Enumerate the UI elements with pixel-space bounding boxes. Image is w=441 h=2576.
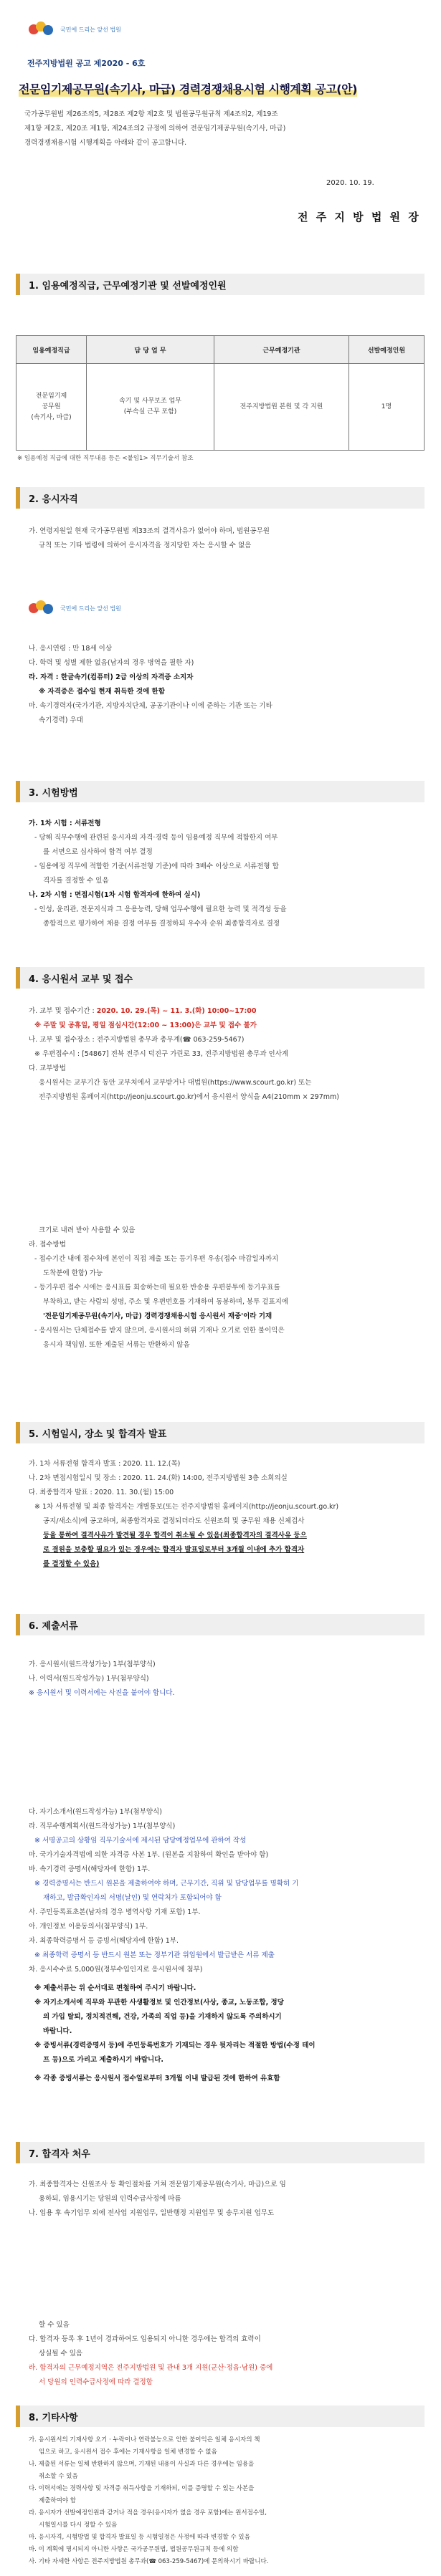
section-title: 8. 기타사항 — [29, 2412, 78, 2423]
text-line: 사. 주민등록표초본(남자의 경우 병역사항 기재 포함) 1부. — [29, 1908, 201, 1916]
notice-date: 2020. 10. 19. — [326, 179, 374, 187]
text-line: ※ 1차 서류전형 및 최종 합격자는 개별통보(또는 전주지방법원 홈페이지(http://jeonju.scourt.go.kr) — [34, 1503, 339, 1511]
text-line: 응시자 책임임. 또한 제출된 서류는 반환하지 않음 — [43, 1341, 190, 1349]
text-line: 나. 응시연령 : 만 18세 이상 — [29, 645, 113, 653]
section-title: 7. 합격자 처우 — [29, 2148, 90, 2160]
section-7-body — [29, 2178, 286, 2221]
text-line: - 접수기간 내에 접수처에 본인이 직접 제출 또는 등기우편 우송(접수 마감일자까지 — [34, 1255, 279, 1263]
text-line: 서 당원의 인력수급사정에 따라 결정함 — [39, 2378, 153, 2386]
period-note: ※ 주말 및 공휴일, 평일 점심시간(12:00 ~ 13:00)은 교부 및 접수 불가 — [34, 1022, 257, 1029]
text-line: 다. 자기소개서(원드작성가능) 1부(첨부양식) — [29, 1808, 162, 1816]
text-line: 마. 속기경력자(국가기관, 지방자치단체, 공공기관이나 이에 준하는 기관 또는 기타 — [29, 702, 272, 710]
text-line: 바. 속기경력 증명서(해당자에 한함) 1부. — [29, 1865, 151, 1873]
text-line: - 응시원서는 단체접수를 받지 않으며, 응시원서의 허위 기재나 오기로 인한 불이익은 — [34, 1327, 285, 1335]
text-line: 라. 접수방법 — [29, 1241, 66, 1249]
text-line: 시험일시를 다시 정할 수 있음 — [39, 2522, 118, 2529]
section-5-header — [16, 1422, 425, 1443]
text-line: 라. 합격자의 근무예정지역은 전주지방법원 및 관내 3개 지원(군산·정읍·남원) 중에 — [29, 2364, 273, 2372]
column-header: 선발예정인원 — [349, 336, 425, 364]
court-emblem-icon — [29, 21, 56, 37]
text-line: 등을 통하여 결격사유가 발견될 경우 합격이 취소될 수 있음(최종합격자의 결격사유 등으 — [43, 1532, 307, 1539]
intro-line: 국가공무원법 제26조의5, 제28조 제2항 제2호 및 법원공무원규칙 제4조의2, 제19조 — [24, 110, 278, 118]
text-line: 할 수 있음 — [39, 2321, 70, 2329]
text-line: 도착분에 한함) 가능 — [43, 1269, 103, 1277]
section-1-header — [16, 274, 425, 295]
table-header-row — [16, 336, 425, 364]
text-line: 다. 최종합격자 발표 : 2020. 11. 30.(월) 15:00 — [29, 1489, 174, 1496]
notice-number: 전주지방법원 공고 제2020 - 6호 — [27, 59, 146, 68]
text-line: ※ 최종학력 증명서 등 반드시 원본 또는 정부기관 위임원에서 발급받은 서류 제출 — [34, 1951, 275, 1959]
text-line: 자. 최종학력증명서 등 증빙서(해당자에 한함) 1부. — [29, 1937, 179, 1945]
text-line: 가. 1차 시험 : 서류전형 — [29, 820, 101, 827]
text-line: 상실될 수 있음 — [39, 2350, 83, 2358]
text-line: 나. 제출된 서류는 일체 반환하지 않으며, 기재된 내용이 사실과 다른 경우에는 임용을 — [29, 2461, 255, 2468]
cell-line: 공무원 — [42, 403, 61, 410]
text-line: ※ 자기소개서에 직무와 무관한 사생활정보 및 인간정보(사상, 종교, 노동조합, 정당 — [34, 1999, 284, 2007]
text-line: 취소할 수 있음 — [39, 2473, 78, 2480]
text-line: 제출하여야 함 — [39, 2497, 76, 2504]
logo-text: 국민에 드리는 앞선 법원 — [60, 26, 121, 33]
text-line: ※ 우편접수시 : [54867] 전북 전주시 덕진구 가린로 33, 전주지방법원 총무과 인사계 — [34, 1050, 289, 1058]
text-line: 전주지방법원 홈페이지(http://jeonju.scourt.go.kr)에서 응시원서 양식을 A4(210mm × 297mm) — [39, 1093, 339, 1101]
text-line: 나. 교부 및 접수장소 : 전주지방법원 총무과 총무계(☎ 063-259-5467) — [29, 1036, 245, 1044]
logo-text: 국민에 드리는 앞선 법원 — [60, 605, 121, 612]
text-line: ※ 증빙서류(경력증명서 등)에 주민등록번호가 기재되는 경우 뒷자리는 적절한 방법(수정 테이 — [34, 2042, 316, 2049]
table-row — [16, 364, 425, 451]
section-6-body-continued — [29, 1805, 316, 2086]
text-line: 의 가입 탈퇴, 정치적견해, 건강, 가족의 직업 등)을 기재하지 않도록 주의하시기 — [43, 2013, 282, 2021]
text-line: 다. 학력 및 성별 제한 없음(남자의 경우 병역을 필한 자) — [29, 659, 194, 667]
text-line: 라. 직무수행계획서(원드작성가능) 1부(첨부양식) — [29, 1822, 176, 1830]
column-header: 담 당 업 무 — [87, 336, 214, 364]
text-line: 차. 응시수수료 5,000원(정부수입인지로 응시원서에 첨부) — [29, 1966, 203, 1974]
text-line: 가. 연령지원일 현재 국가공무원법 제33조의 결격사유가 없어야 하며, 법원공무원 — [29, 527, 270, 535]
text-line: ※ 제출서류는 위 순서대로 편철하여 주시기 바랍니다. — [34, 1984, 196, 1992]
text-line: '전문임기제공무원(속기사, 마급) 경력경쟁채용시험 응시원서 재중'이라 기재 — [43, 1312, 272, 1320]
text-line: 가. 응시원서(원드작성가능) 1부(첨부양식) — [29, 1661, 156, 1668]
section-2-body — [29, 524, 270, 553]
text-line: 재하고, 발급확인자의 서명(날인) 및 연락처가 포함되어야 함 — [43, 1894, 222, 1902]
text-line: 속기경력) 우대 — [39, 716, 83, 724]
section-6-body — [29, 1658, 174, 1701]
duty-cell — [87, 364, 214, 451]
count-cell: 1명 — [349, 364, 425, 451]
column-header: 임용예정직급 — [16, 336, 87, 364]
text-line: - 인성, 윤리관, 전문지식과 그 응용능력, 당해 업무수행에 필요한 능력 및 적격성 등을 — [34, 905, 287, 913]
text-line: 다. 합격자 등록 후 1년이 경과하여도 임용되지 아니한 경우에는 합격의 효력이 — [29, 2335, 261, 2343]
court-emblem-icon — [29, 600, 56, 616]
text-line: 로 결원을 보충할 필요가 있는 경우에는 합격자 발표일로부터 3개월 이내에 추가 합격자 — [43, 1546, 305, 1554]
section-2-body-continued — [29, 642, 272, 728]
section-title: 5. 시험일시, 장소 및 합격자 발표 — [29, 1428, 167, 1440]
intro-line: 경력경쟁채용시험 시행계획을 아래와 같이 공고합니다. — [24, 139, 187, 147]
column-header: 근무예정기관 — [214, 336, 349, 364]
court-logo — [29, 21, 121, 37]
section-title: 2. 응시자격 — [29, 494, 78, 505]
text-line: 바. 이 계획에 명시되지 아니한 사항은 국가공무원법, 법원공무원규칙 등에 의함 — [29, 2546, 239, 2553]
section-4-header — [16, 967, 425, 989]
rank-cell — [16, 364, 87, 451]
text-line: 가. 최종합격자는 신원조사 등 확인절차를 거쳐 전문임기제공무원(속기사, 마급)으로 임 — [29, 2181, 286, 2188]
section-title: 6. 제출서류 — [29, 1620, 78, 1632]
section-6-header — [16, 1614, 425, 1635]
section-3-body — [29, 817, 287, 931]
text-line: - 등기우편 접수 시에는 응시표를 회송하는데 필요한 반송용 우편봉투에 등기우표를 — [34, 1284, 280, 1292]
text-line: 나. 임용 후 속기업무 외에 전사업 지원업무, 일반행정 지원업무 및 송무지원 업무도 — [29, 2209, 275, 2217]
text-line: - 당해 직무수행에 관련된 응시자의 자격·경력 등이 임용예정 직무에 적합한지 여부 — [34, 834, 278, 842]
text-line: 공지/새소식)에 공고하며, 최종합격자로 결정되더라도 신원조회 및 공무원 채용 신체검사 — [43, 1517, 305, 1525]
section-5-body — [29, 1457, 338, 1572]
text-line: ※ 서명공고의 상황임 직무기술서에 제시된 담당예정업무에 관하여 작성 — [34, 1837, 247, 1845]
text-line: 프 등)으로 가리고 제출하시기 바랍니다. — [43, 2056, 164, 2064]
text-line: ※ 응시원서 및 이력서에는 사진을 붙어야 합니다. — [29, 1689, 175, 1697]
text-line: 가. 응시원서의 기재사항 오기 · 누락이나 연락불능으로 인한 불이익은 일체 응시자의 책 — [29, 2436, 260, 2443]
text-line: 마. 응시자격, 시험방법 및 합격자 발표일 등 시험일정은 사정에 따라 변경할 수 있음 — [29, 2534, 250, 2541]
text-line: ※ 경력증명서는 반드시 원본을 제출하여야 하며, 근무기간, 직위 및 담당업무를 명확히 기 — [34, 1880, 299, 1888]
text-line: 가. 1차 서류전형 합격자 발표 : 2020. 11. 12.(목) — [29, 1460, 181, 1468]
issuer-name: 전 주 지 방 법 원 장 — [298, 211, 421, 224]
section-2-header — [16, 487, 425, 509]
application-period — [29, 1004, 339, 1019]
cell-line: 속기 및 사무보조 업무 — [119, 398, 181, 405]
section-title: 3. 시험방법 — [29, 787, 78, 799]
text-line: 아. 개인정보 이용동의서(첨부양식) 1부. — [29, 1923, 148, 1931]
text-line: 임으로 하고, 응시원서 접수 후에는 기재사항을 일체 변경할 수 없음 — [39, 2448, 217, 2456]
text-line: ※ 자격증은 접수일 현재 취득한 것에 한함 — [39, 688, 165, 696]
page-title: 전문임기제공무원(속기사, 마급) 경력경쟁채용시험 시행계획 공고(안) — [19, 80, 357, 97]
cell-line: (속기사, 마급) — [31, 413, 72, 421]
text-line — [29, 1848, 316, 1863]
section-4-body-continued — [29, 1224, 288, 1352]
text-line: 사. 기타 자세한 사항은 전주지방법원 총무과(☎ 063-259-5467)에 문의하시기 바랍니다. — [29, 2558, 269, 2565]
place-cell: 전주지방법원 본원 및 각 지원 — [214, 364, 349, 451]
text-line: 를 결정할 수 있음) — [43, 1560, 100, 1568]
section-1-note: ※ 임용예정 직급에 대한 직무내용 등은 <붙임1> 직무기술서 참조 — [17, 455, 194, 462]
text-line: 부착하고, 받는 사람의 성명, 주소 및 우편번호를 기재하여 동봉하며, 봉투 겉표지에 — [43, 1298, 289, 1306]
section-7-header — [16, 2142, 425, 2163]
intro-text — [24, 107, 426, 150]
text-line: 나. 이력서(원드작성가능) 1부(첨부양식) — [29, 1675, 149, 1683]
section-title: 4. 응시원서 교부 및 접수 — [29, 974, 133, 985]
section-title: 1. 임용예정직급, 근무예정기관 및 선발예정인원 — [29, 280, 227, 292]
section-3-header — [16, 781, 425, 802]
period-value: 2020. 10. 29.(목) ~ 11. 3.(화) 10:00~17:00 — [96, 1007, 257, 1015]
text-line: 격자를 결정할 수 있음 — [43, 877, 109, 885]
text-line: 나. 2차 면접시험일시 및 장소 : 2020. 11. 24.(화) 14:00, 전주지방법원 3층 소회의실 — [29, 1474, 288, 1482]
section-8-body — [29, 2434, 268, 2568]
text-line: 라. 응시자가 선발예정인원과 같거나 적을 경우(응시자가 없을 경우 포함)에는 원서접수일, — [29, 2509, 267, 2517]
text-line: - 임용예정 직무에 적합한 기준(서류전형 기준)에 따라 3배수 이상으로 서류전형 합 — [34, 862, 279, 870]
text-line: 라. 자격 : 한글속기(컴퓨터) 2급 이상의 자격증 소지자 — [29, 673, 194, 681]
section-7-body-continued — [29, 2318, 272, 2390]
period-label: 가. 교부 및 접수기간 : — [29, 1007, 97, 1015]
text-line: ※ 각종 증빙서류는 응시원서 접수일로부터 3개월 이내 발급된 것에 한하여 유효함 — [34, 2075, 280, 2082]
court-logo — [29, 600, 121, 616]
section-8-header — [16, 2406, 425, 2427]
cell-line: 전문임기제 — [35, 392, 67, 400]
section-4-body — [29, 1004, 339, 1105]
text-line: 바랍니다. — [43, 2027, 72, 2035]
text-line: 용하되, 임용시기는 당원의 인력수급사정에 따름 — [39, 2195, 181, 2203]
text-span: 마. 국가기술자격법에 의한 자격증 사본 1부. (원본을 지참하여 확인을 받아야 함) — [29, 1851, 269, 1859]
text-line: 종합적으로 평가하여 채용 결정 여부를 결정하되 우수자 순위 최종합격자로 결정 — [43, 920, 280, 928]
intro-line: 제1항 제2호, 제20조 제1항, 제24조의2 규정에 의하여 전문임기제공무원(속기사, 마급) — [24, 125, 286, 133]
text-line: 를 서면으로 심사하여 합격 여부 결정 — [43, 848, 153, 856]
text-line: 규칙 또는 기타 법령에 의하여 응시자격을 정지당한 자는 응시할 수 없음 — [39, 542, 252, 549]
cell-line: (부속실 근무 포함) — [123, 408, 177, 415]
text-line: 응시원서는 교부기간 동안 교부처에서 교부받거나 대법원(https://www.scourt.go.kr) 또는 — [39, 1079, 312, 1087]
text-line: 크기로 내려 받아 사용할 수 있음 — [39, 1226, 136, 1234]
text-line: 다. 이력서에는 경력사항 및 자격증 취득사항을 기재하되, 이를 증명할 수 있는 사본을 — [29, 2485, 255, 2492]
text-line: 나. 2차 시험 : 면접시험(1차 시험 합격자에 한하여 실시) — [29, 891, 201, 899]
text-line: 다. 교부방법 — [29, 1064, 66, 1072]
recruitment-table — [16, 335, 425, 451]
